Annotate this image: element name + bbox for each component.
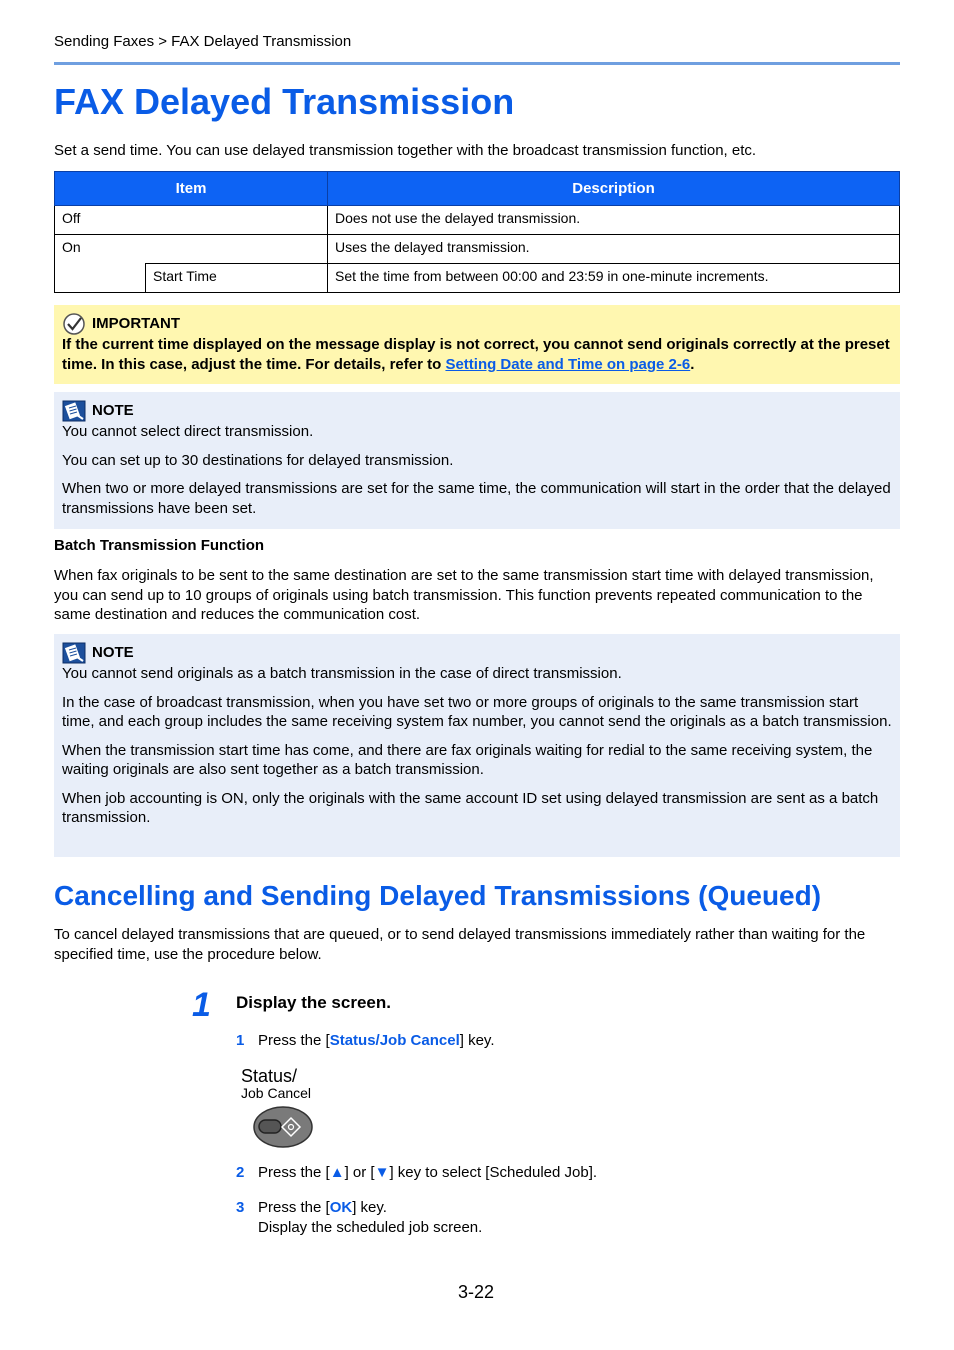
breadcrumb: Sending Faxes > FAX Delayed Transmission [54, 33, 352, 50]
note-item: When job accounting is ON, only the originals with the same account ID set using delayed transmission are sent as a batch transmission. [62, 789, 879, 826]
table-row [55, 264, 900, 293]
cell-item-empty [55, 264, 146, 293]
up-arrow-icon: ▲ [329, 1164, 345, 1181]
note-item: When two or more delayed transmissions are set for the same time, the communication will start in the order that the delayed transmissions have been set. [62, 480, 891, 517]
date-time-link[interactable]: Setting Date and Time on page 2-6 [445, 355, 691, 373]
substep-text: Press the [ [258, 1199, 330, 1216]
key-label-job-cancel: Job Cancel [241, 1085, 312, 1101]
down-arrow-icon: ▼ [374, 1164, 390, 1181]
note-label: NOTE [92, 644, 134, 662]
column-header-item: Item [55, 172, 328, 206]
substep-result: Display the scheduled job screen. [258, 1218, 483, 1236]
step-title: Display the screen. [236, 993, 391, 1012]
table-row [55, 206, 900, 235]
cell-item: Off [55, 206, 328, 235]
important-end: . [690, 355, 695, 373]
column-header-description: Description [328, 172, 900, 206]
important-body: If the current time displayed on the message display is not correct, you cannot send originals correctly at the preset time. In this case, adjust the time. For details, refer to [62, 336, 890, 373]
section-intro: To cancel delayed transmissions that are queued, or to send delayed transmissions immediately rather than waiting for the specified time, use the procedure below. [54, 926, 866, 963]
note-item: You cannot send originals as a batch transmission in the case of direct transmission. [62, 665, 622, 682]
note-icon [62, 642, 86, 664]
table-header-row [55, 172, 900, 206]
batch-text: When fax originals to be sent to the same destination are set to the same transmission start time with delayed transmission, you can send up to 10 groups of originals using batch transmission. This function prevents repeated communication to the same destination and reduces the communication cost. [54, 567, 874, 623]
important-label: IMPORTANT [92, 315, 181, 333]
substep-number: 2 [236, 1164, 245, 1181]
header-rule [54, 62, 900, 65]
batch-heading: Batch Transmission Function [54, 537, 265, 554]
cell-subitem: Start Time [146, 264, 328, 293]
substep-text: ] or [ [344, 1164, 375, 1181]
note-box-1 [54, 392, 900, 529]
substep-3 [236, 1198, 482, 1237]
settings-table [54, 171, 900, 293]
page-title: FAX Delayed Transmission [54, 81, 515, 122]
substep-text: ] key. [459, 1032, 495, 1049]
cell-description: Set the time from between 00:00 and 23:59 in one-minute increments. [328, 264, 900, 293]
substep-text: Press the [ [258, 1032, 330, 1049]
substep-text: ] key. [352, 1199, 387, 1216]
section-title: Cancelling and Sending Delayed Transmissions (Queued) [54, 880, 822, 911]
status-job-cancel-key-icon[interactable] [253, 1106, 313, 1148]
intro-text: Set a send time. You can use delayed transmission together with the broadcast transmission function, etc. [54, 142, 757, 159]
important-box [54, 305, 900, 384]
note-item: You can set up to 30 destinations for delayed transmission. [62, 451, 454, 469]
cell-description: Does not use the delayed transmission. [328, 206, 900, 235]
step-number: 1 [192, 986, 211, 1024]
note-icon [62, 400, 86, 422]
ok-keyword: OK [329, 1199, 353, 1216]
status-job-cancel-keyword: Status/Job Cancel [329, 1032, 460, 1049]
key-label-status: Status/ [241, 1066, 298, 1086]
substep-1 [236, 1031, 494, 1051]
note-item: In the case of broadcast transmission, when you have set two or more groups of originals to the same transmission start time, and each group includes the same receiving system fax number, you cannot send the originals as a batch transmission. [62, 693, 892, 730]
note-label: NOTE [92, 402, 134, 420]
substep-number: 1 [236, 1032, 245, 1049]
note-header [62, 400, 892, 422]
table-row [55, 235, 900, 264]
substep-text: ] key to select [Scheduled Job]. [389, 1164, 598, 1181]
note-item: You cannot select direct transmission. [62, 423, 314, 440]
note-header [62, 642, 892, 664]
important-header [62, 313, 892, 335]
note-box-2 [54, 634, 900, 857]
substep-number: 3 [236, 1199, 245, 1216]
cell-description: Uses the delayed transmission. [328, 235, 900, 264]
page-number: 3-22 [458, 1282, 495, 1302]
checkmark-icon [62, 313, 86, 335]
important-text [62, 335, 892, 374]
note-item: When the transmission start time has come, and there are fax originals waiting for redial to the same receiving system, the waiting originals are also sent together as a batch transmission. [62, 741, 873, 778]
substep-text: Press the [ [258, 1164, 330, 1181]
substep-2 [236, 1163, 597, 1183]
cell-item: On [55, 235, 328, 264]
